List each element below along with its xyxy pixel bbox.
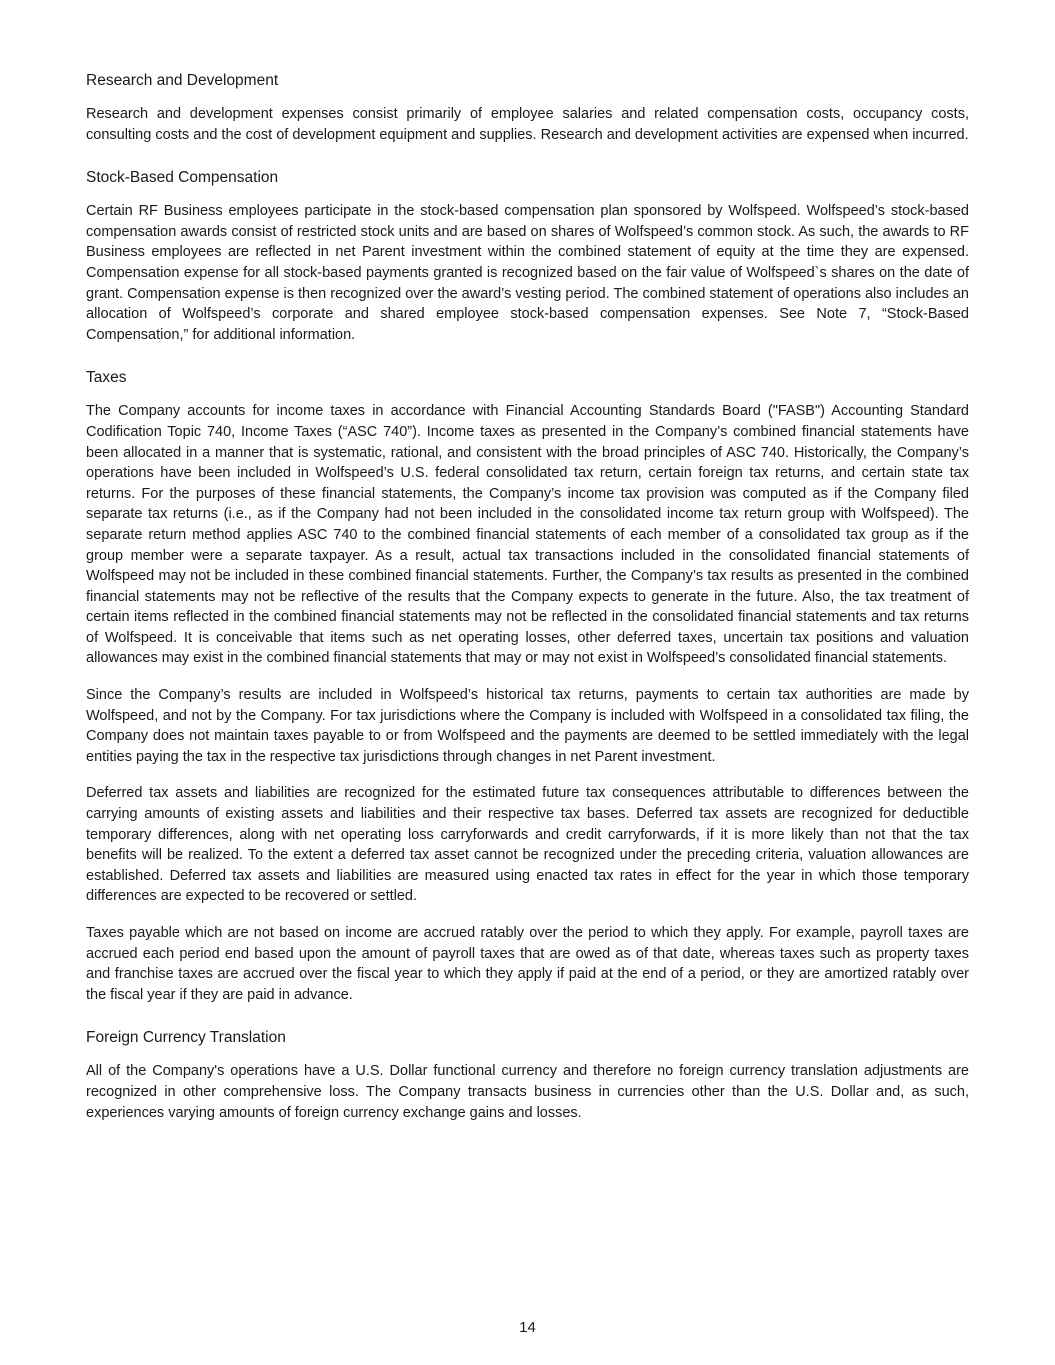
section-paragraph: Deferred tax assets and liabilities are recognized for the estimated future tax consequences attributable to differences between the carrying amounts of existing assets and liabilities and their respective tax bases. Deferred tax assets are recognized for deductible temporary differences, along with net operating loss carryforwards and credit carryforwards, if it is more likely than not that the tax benefits will be realized. To the extent a deferred tax asset cannot be recognized under the preceding criteria, valuation allowances are established. Deferred tax assets and liabilities are measured using enacted tax rates in effect for the year in which those temporary differences are expected to be recovered or settled.: [86, 785, 969, 905]
section-research-development: [86, 70, 969, 145]
section-paragraph: All of the Company's operations have a U.S. Dollar functional currency and therefore no foreign currency translation adjustments are recognized in other comprehensive loss. The Company transacts business in currencies other than the U.S. Dollar and, as such, experiences varying amounts of foreign currency exchange gains and losses.: [86, 1063, 969, 1121]
section-paragraph: The Company accounts for income taxes in accordance with Financial Accounting Standards Board ("FASB") Accounting Standard Codification Topic 740, Income Taxes (“ASC 740”). Income taxes as presented in the Company’s combined financial statements have been allocated in a manner that is systematic, rational, and consistent with the broad principles of ASC 740. Historically, the Company’s operations have been included in Wolfspeed’s U.S. federal consolidated tax return, certain foreign tax returns, and certain state tax returns. For the purposes of these financial statements, the Company’s income tax provision was computed as if the Company filed separate tax returns (i.e., as if the Company had not been included in the consolidated income tax return group with Wolfspeed). The separate return method applies ASC 740 to the combined financial statements of each member of a consolidated tax group as if the group member were a separate taxpayer. As a result, actual tax transactions included in the consolidated financial statements of Wolfspeed may not be included in these combined financial statements. Further, the Company’s tax results as presented in the combined financial statements may not be reflective of the results that the Company expects to generate in the future. Also, the tax treatment of certain items reflected in the combined financial statements may not be reflected in the consolidated financial statements and tax returns of Wolfspeed. It is conceivable that items such as net operating losses, other deferred taxes, uncertain tax positions and valuation allowances may exist in the combined financial statements that may or may not exist in Wolfspeed’s consolidated financial statements.: [86, 403, 969, 667]
section-paragraph: Research and development expenses consist primarily of employee salaries and related compensation costs, occupancy costs, consulting costs and the cost of development equipment and supplies. Research and development activities are expensed when incurred.: [86, 106, 969, 143]
section-heading: Taxes: [86, 369, 127, 387]
section-heading: Stock-Based Compensation: [86, 169, 279, 187]
section-foreign-currency-translation: [86, 1027, 969, 1123]
section-paragraph: Certain RF Business employees participate in the stock-based compensation plan sponsored by Wolfspeed. Wolfspeed’s stock-based compensation awards consist of restricted stock units and are based on shares of Wolfspeed’s common stock. As such, the awards to RF Business employees are reflected in net Parent investment within the combined statement of equity at the time they are expensed. Compensation expense for all stock-based payments granted is recognized based on the fair value of Wolfspeed`s shares on the date of grant. Compensation expense is then recognized over the award’s vesting period. The combined statement of operations also includes an allocation of Wolfspeed’s corporate and shared employee stock-based compensation expenses. See Note 7, “Stock-Based Compensation,” for additional information.: [86, 203, 969, 343]
section-heading: Foreign Currency Translation: [86, 1029, 286, 1047]
section-heading: Research and Development: [86, 72, 279, 89]
section-paragraph: Since the Company’s results are included in Wolfspeed’s historical tax returns, payments to certain tax authorities are made by Wolfspeed, and not by the Company. For tax jurisdictions where the Company is included with Wolfspeed in a consolidated tax filing, the Company does not maintain taxes payable to or from Wolfspeed and the payments are deemed to be settled immediately with the legal entities paying the tax in the respective tax jurisdictions through changes in net Parent investment.: [86, 687, 969, 765]
page-number: 14: [519, 1319, 536, 1336]
document-page: [86, 70, 969, 1139]
section-paragraph: Taxes payable which are not based on income are accrued ratably over the period to which they apply. For example, payroll taxes are accrued each period end based upon the amount of payroll taxes that are owed as of that date, whereas taxes such as property taxes and franchise taxes are accrued over the fiscal year to which they apply if paid at the end of a period, or they are amortized ratably over the fiscal year if they are paid in advance.: [86, 925, 969, 1003]
section-taxes: [86, 367, 969, 1005]
section-stock-based-compensation: [86, 167, 969, 345]
